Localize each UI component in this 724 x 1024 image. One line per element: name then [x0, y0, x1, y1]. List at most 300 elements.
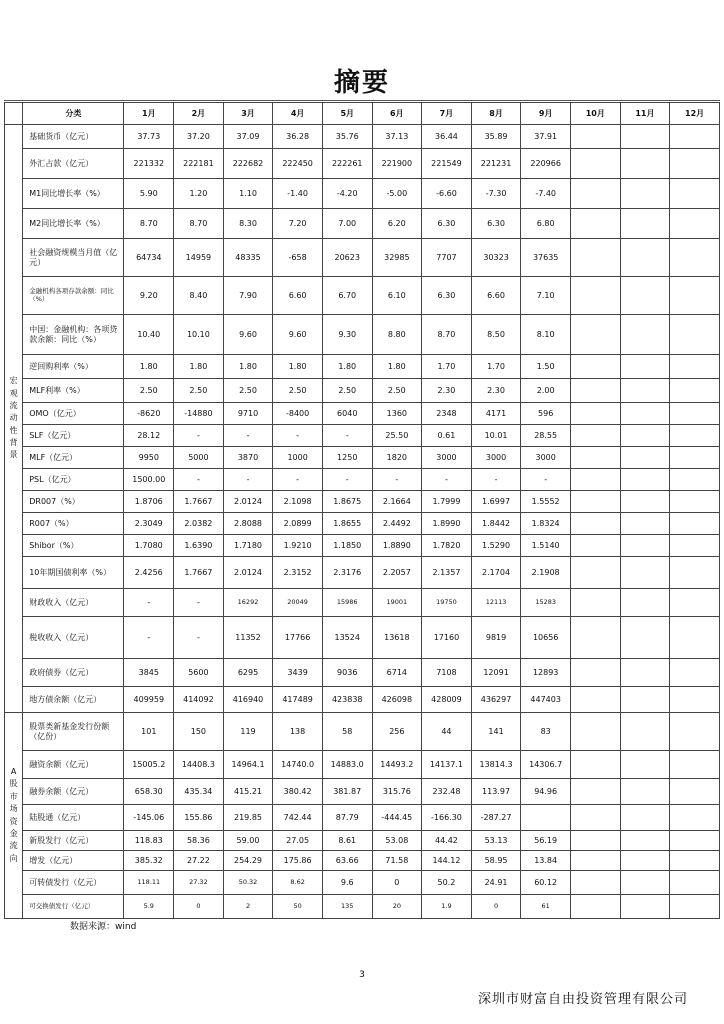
value-cell: 1.80 — [372, 355, 422, 379]
value-cell: - — [273, 469, 323, 491]
value-cell — [570, 403, 620, 425]
value-cell: 0 — [471, 895, 521, 919]
value-cell: 1.7667 — [174, 491, 224, 513]
value-cell: 15005.2 — [124, 751, 174, 779]
value-cell: 2.1908 — [521, 557, 571, 589]
value-cell — [670, 687, 720, 713]
value-cell: 12113 — [471, 589, 521, 617]
value-cell: 14740.0 — [273, 751, 323, 779]
value-cell: 64734 — [124, 239, 174, 277]
value-cell: 2.1098 — [273, 491, 323, 513]
table-row — [5, 315, 720, 355]
value-cell: 1.8324 — [521, 513, 571, 535]
row-label: DR007（%） — [23, 491, 124, 513]
value-cell — [620, 447, 670, 469]
value-cell: -287.27 — [471, 805, 521, 831]
value-cell — [570, 805, 620, 831]
value-cell: 61 — [521, 895, 571, 919]
value-cell — [570, 209, 620, 239]
value-cell: 2.1704 — [471, 557, 521, 589]
value-cell: 13524 — [322, 617, 372, 659]
value-cell: 414092 — [174, 687, 224, 713]
value-cell: - — [372, 469, 422, 491]
table-row — [5, 179, 720, 209]
row-label: Shibor（%） — [23, 535, 124, 557]
value-cell — [620, 589, 670, 617]
value-cell: 4171 — [471, 403, 521, 425]
value-cell: 141 — [471, 713, 521, 751]
row-label: 外汇占款（亿元） — [23, 149, 124, 179]
value-cell — [670, 831, 720, 851]
value-cell: - — [124, 589, 174, 617]
top-rule — [4, 100, 720, 101]
value-cell: 71.58 — [372, 851, 422, 871]
table-row — [5, 659, 720, 687]
value-cell — [670, 617, 720, 659]
value-cell — [670, 779, 720, 805]
value-cell — [670, 805, 720, 831]
value-cell — [570, 871, 620, 895]
value-cell: 8.10 — [521, 315, 571, 355]
value-cell: 1.9210 — [273, 535, 323, 557]
row-label: 政府债券（亿元） — [23, 659, 124, 687]
value-cell: - — [124, 617, 174, 659]
row-label: 股票类新基金发行份额（亿份） — [23, 713, 124, 751]
value-cell: 256 — [372, 713, 422, 751]
value-cell: 221231 — [471, 149, 521, 179]
value-cell: 37.09 — [223, 125, 273, 149]
value-cell: -1.40 — [273, 179, 323, 209]
value-cell: 113.97 — [471, 779, 521, 805]
value-cell: 53.13 — [471, 831, 521, 851]
value-cell: 1.8442 — [471, 513, 521, 535]
value-cell — [620, 617, 670, 659]
value-cell — [620, 179, 670, 209]
value-cell: 5600 — [174, 659, 224, 687]
value-cell — [570, 447, 620, 469]
value-cell — [620, 315, 670, 355]
table-row — [5, 447, 720, 469]
value-cell — [620, 557, 670, 589]
value-cell: - — [174, 589, 224, 617]
value-cell: 37.20 — [174, 125, 224, 149]
value-cell: 1.6997 — [471, 491, 521, 513]
value-cell — [570, 491, 620, 513]
value-cell — [620, 425, 670, 447]
value-cell: 7.90 — [223, 277, 273, 315]
value-cell: 222682 — [223, 149, 273, 179]
row-label: 基础货币（亿元） — [23, 125, 124, 149]
value-cell: 12893 — [521, 659, 571, 687]
value-cell: 8.70 — [422, 315, 472, 355]
header-month: 4月 — [273, 103, 323, 125]
value-cell: -14880 — [174, 403, 224, 425]
value-cell: 381.87 — [322, 779, 372, 805]
value-cell — [570, 831, 620, 851]
value-cell — [670, 469, 720, 491]
table-row — [5, 125, 720, 149]
value-cell: 58.36 — [174, 831, 224, 851]
table-row — [5, 589, 720, 617]
value-cell: 27.05 — [273, 831, 323, 851]
value-cell — [620, 469, 670, 491]
value-cell: 17160 — [422, 617, 472, 659]
value-cell — [570, 895, 620, 919]
value-cell — [670, 713, 720, 751]
header-month: 8月 — [471, 103, 521, 125]
section-label: A 股 市 场 资 金 流 向 — [5, 713, 23, 919]
value-cell: 0 — [174, 895, 224, 919]
value-cell: 10656 — [521, 617, 571, 659]
value-cell: 155.86 — [174, 805, 224, 831]
page-title: 摘要 — [333, 68, 390, 98]
value-cell: 1.50 — [521, 355, 571, 379]
value-cell: 2.4256 — [124, 557, 174, 589]
value-cell: 1.7080 — [124, 535, 174, 557]
value-cell: 426098 — [372, 687, 422, 713]
value-cell: 14408.3 — [174, 751, 224, 779]
value-cell: - — [174, 617, 224, 659]
value-cell: 44.42 — [422, 831, 472, 851]
value-cell: 138 — [273, 713, 323, 751]
value-cell: - — [223, 469, 273, 491]
value-cell — [570, 469, 620, 491]
value-cell: 5.90 — [124, 179, 174, 209]
page-number: 3 — [359, 970, 365, 980]
value-cell: 1.20 — [174, 179, 224, 209]
value-cell: 2.3152 — [273, 557, 323, 589]
value-cell — [670, 751, 720, 779]
value-cell: 37.73 — [124, 125, 174, 149]
value-cell: 9.30 — [322, 315, 372, 355]
value-cell: 6295 — [223, 659, 273, 687]
value-cell — [570, 125, 620, 149]
summary-table — [4, 102, 720, 919]
table-row — [5, 379, 720, 403]
value-cell: 6.30 — [422, 209, 472, 239]
value-cell: 6.70 — [322, 277, 372, 315]
header-month: 12月 — [670, 103, 720, 125]
value-cell: 8.40 — [174, 277, 224, 315]
row-label: M2同比增长率（%） — [23, 209, 124, 239]
value-cell — [620, 779, 670, 805]
table-row — [5, 469, 720, 491]
value-cell: 44 — [422, 713, 472, 751]
value-cell: 14959 — [174, 239, 224, 277]
value-cell: 15986 — [322, 589, 372, 617]
value-cell: 87.79 — [322, 805, 372, 831]
table-row — [5, 355, 720, 379]
value-cell: 1.70 — [422, 355, 472, 379]
value-cell: 53.08 — [372, 831, 422, 851]
table-body — [5, 125, 720, 919]
value-cell: 14137.1 — [422, 751, 472, 779]
table-row — [5, 851, 720, 871]
value-cell — [570, 617, 620, 659]
row-label: 社会融资规模当月值（亿元） — [23, 239, 124, 277]
value-cell: 1360 — [372, 403, 422, 425]
value-cell: -7.30 — [471, 179, 521, 209]
value-cell: 20623 — [322, 239, 372, 277]
value-cell: 6714 — [372, 659, 422, 687]
table-row — [5, 831, 720, 851]
table-header-row — [5, 103, 720, 125]
table-row — [5, 751, 720, 779]
row-label: 可交换债发行（亿元） — [23, 895, 124, 919]
value-cell: 32985 — [372, 239, 422, 277]
value-cell: 3845 — [124, 659, 174, 687]
row-label: OMO（亿元） — [23, 403, 124, 425]
table-row — [5, 779, 720, 805]
value-cell: 2.50 — [223, 379, 273, 403]
value-cell: - — [273, 425, 323, 447]
table-row — [5, 239, 720, 277]
value-cell: 150 — [174, 713, 224, 751]
value-cell: 50.2 — [422, 871, 472, 895]
value-cell: 436297 — [471, 687, 521, 713]
value-cell: 409959 — [124, 687, 174, 713]
value-cell: 14883.0 — [322, 751, 372, 779]
value-cell: -8400 — [273, 403, 323, 425]
value-cell: 1.9 — [422, 895, 472, 919]
table-row — [5, 687, 720, 713]
value-cell — [670, 209, 720, 239]
value-cell: 385.32 — [124, 851, 174, 871]
table-row — [5, 403, 720, 425]
value-cell: 11352 — [223, 617, 273, 659]
value-cell: 1250 — [322, 447, 372, 469]
value-cell: 48335 — [223, 239, 273, 277]
value-cell: - — [422, 469, 472, 491]
value-cell: 1.6390 — [174, 535, 224, 557]
value-cell: 9710 — [223, 403, 273, 425]
value-cell: 222450 — [273, 149, 323, 179]
value-cell: 2348 — [422, 403, 472, 425]
value-cell — [620, 535, 670, 557]
value-cell: 119 — [223, 713, 273, 751]
value-cell: 8.50 — [471, 315, 521, 355]
value-cell: 13618 — [372, 617, 422, 659]
value-cell: 144.12 — [422, 851, 472, 871]
value-cell: 7.10 — [521, 277, 571, 315]
value-cell: 58.95 — [471, 851, 521, 871]
header-category: 分类 — [23, 103, 124, 125]
value-cell — [670, 589, 720, 617]
value-cell: -166.30 — [422, 805, 472, 831]
value-cell: 2.0124 — [223, 557, 273, 589]
value-cell — [620, 895, 670, 919]
value-cell: - — [521, 469, 571, 491]
value-cell: 13.84 — [521, 851, 571, 871]
row-label: SLF（亿元） — [23, 425, 124, 447]
value-cell: 435.34 — [174, 779, 224, 805]
value-cell: -6.60 — [422, 179, 472, 209]
row-label: 税收收入（亿元） — [23, 617, 124, 659]
value-cell: 13814.3 — [471, 751, 521, 779]
value-cell: 0 — [372, 871, 422, 895]
header-month: 6月 — [372, 103, 422, 125]
value-cell: 56.19 — [521, 831, 571, 851]
value-cell: - — [223, 425, 273, 447]
value-cell: 8.70 — [174, 209, 224, 239]
value-cell: 8.30 — [223, 209, 273, 239]
value-cell: 9.20 — [124, 277, 174, 315]
section-label: 宏 观 流 动 性 背 景 — [5, 125, 23, 713]
row-label: 增发（亿元） — [23, 851, 124, 871]
value-cell: 10.40 — [124, 315, 174, 355]
value-cell: 2.3176 — [322, 557, 372, 589]
value-cell: 1.7820 — [422, 535, 472, 557]
value-cell: 1.8655 — [322, 513, 372, 535]
value-cell: 1.8675 — [322, 491, 372, 513]
value-cell: - — [322, 425, 372, 447]
value-cell — [620, 687, 670, 713]
value-cell: 222261 — [322, 149, 372, 179]
row-label: M1同比增长率（%） — [23, 179, 124, 209]
table-row — [5, 513, 720, 535]
value-cell: - — [471, 469, 521, 491]
row-label: 融资余额（亿元） — [23, 751, 124, 779]
table-row — [5, 209, 720, 239]
row-label: 陆股通（亿元） — [23, 805, 124, 831]
value-cell — [620, 355, 670, 379]
value-cell: 6.30 — [422, 277, 472, 315]
value-cell: 0.61 — [422, 425, 472, 447]
value-cell — [570, 779, 620, 805]
value-cell — [570, 713, 620, 751]
value-cell: 2.0899 — [273, 513, 323, 535]
value-cell — [620, 491, 670, 513]
value-cell: 2.4492 — [372, 513, 422, 535]
value-cell: 2.1664 — [372, 491, 422, 513]
value-cell: 35.76 — [322, 125, 372, 149]
header-month: 10月 — [570, 103, 620, 125]
value-cell: 6.30 — [471, 209, 521, 239]
value-cell — [670, 851, 720, 871]
value-cell — [670, 379, 720, 403]
value-cell — [620, 805, 670, 831]
value-cell — [620, 149, 670, 179]
value-cell: 8.80 — [372, 315, 422, 355]
value-cell: 2.0382 — [174, 513, 224, 535]
value-cell: 1.8706 — [124, 491, 174, 513]
value-cell: 1.80 — [174, 355, 224, 379]
value-cell: 20 — [372, 895, 422, 919]
value-cell: 20049 — [273, 589, 323, 617]
value-cell — [670, 125, 720, 149]
value-cell — [670, 871, 720, 895]
value-cell: 59.00 — [223, 831, 273, 851]
value-cell: 16292 — [223, 589, 273, 617]
table-row — [5, 491, 720, 513]
value-cell: 37.13 — [372, 125, 422, 149]
value-cell: 219.85 — [223, 805, 273, 831]
value-cell: 6.10 — [372, 277, 422, 315]
value-cell: 1.8890 — [372, 535, 422, 557]
value-cell: 5.9 — [124, 895, 174, 919]
value-cell: 1.7667 — [174, 557, 224, 589]
value-cell — [620, 239, 670, 277]
value-cell — [570, 355, 620, 379]
value-cell: 596 — [521, 403, 571, 425]
row-label: 新股发行（亿元） — [23, 831, 124, 851]
value-cell — [670, 355, 720, 379]
value-cell: 1.1850 — [322, 535, 372, 557]
value-cell: 9819 — [471, 617, 521, 659]
value-cell: 2.2057 — [372, 557, 422, 589]
value-cell: - — [322, 469, 372, 491]
value-cell: 3000 — [521, 447, 571, 469]
value-cell: 221900 — [372, 149, 422, 179]
value-cell — [570, 751, 620, 779]
row-label: 财政收入（亿元） — [23, 589, 124, 617]
value-cell: 8.61 — [322, 831, 372, 851]
value-cell: 1.80 — [124, 355, 174, 379]
table-row — [5, 535, 720, 557]
row-label: 中国：金融机构：各项贷款余额：同比（%） — [23, 315, 124, 355]
value-cell: 3000 — [471, 447, 521, 469]
row-label: 金融机构各项存款余额：同比（%） — [23, 277, 124, 315]
value-cell: 101 — [124, 713, 174, 751]
value-cell: 27.22 — [174, 851, 224, 871]
row-label: 10年期国债利率（%） — [23, 557, 124, 589]
value-cell: 1.10 — [223, 179, 273, 209]
value-cell: - — [174, 425, 224, 447]
value-cell: 2.50 — [372, 379, 422, 403]
value-cell — [620, 379, 670, 403]
value-cell: 380.42 — [273, 779, 323, 805]
value-cell — [670, 403, 720, 425]
value-cell — [620, 403, 670, 425]
value-cell: -7.40 — [521, 179, 571, 209]
row-label: 逆回购利率（%） — [23, 355, 124, 379]
value-cell: 1.70 — [471, 355, 521, 379]
value-cell: 1.7180 — [223, 535, 273, 557]
value-cell: 1.5140 — [521, 535, 571, 557]
value-cell: 19001 — [372, 589, 422, 617]
header-month: 7月 — [422, 103, 472, 125]
value-cell: -145.06 — [124, 805, 174, 831]
value-cell — [570, 179, 620, 209]
value-cell — [620, 851, 670, 871]
value-cell — [620, 659, 670, 687]
value-cell: 1.5290 — [471, 535, 521, 557]
value-cell — [670, 447, 720, 469]
value-cell — [570, 239, 620, 277]
value-cell: 83 — [521, 713, 571, 751]
value-cell: 2.8088 — [223, 513, 273, 535]
value-cell: 3439 — [273, 659, 323, 687]
row-label: 可转债发行（亿元） — [23, 871, 124, 895]
value-cell: 2.50 — [322, 379, 372, 403]
value-cell: 30323 — [471, 239, 521, 277]
value-cell: 2.50 — [273, 379, 323, 403]
row-label: 融券余额（亿元） — [23, 779, 124, 805]
value-cell: 1.7999 — [422, 491, 472, 513]
row-label: MLF（亿元） — [23, 447, 124, 469]
value-cell: 118.83 — [124, 831, 174, 851]
value-cell — [521, 805, 571, 831]
header-month: 3月 — [223, 103, 273, 125]
value-cell: 9950 — [124, 447, 174, 469]
value-cell: 7108 — [422, 659, 472, 687]
value-cell: 28.12 — [124, 425, 174, 447]
value-cell — [670, 513, 720, 535]
value-cell: 14493.2 — [372, 751, 422, 779]
value-cell: 232.48 — [422, 779, 472, 805]
value-cell: 27.32 — [174, 871, 224, 895]
value-cell — [670, 149, 720, 179]
